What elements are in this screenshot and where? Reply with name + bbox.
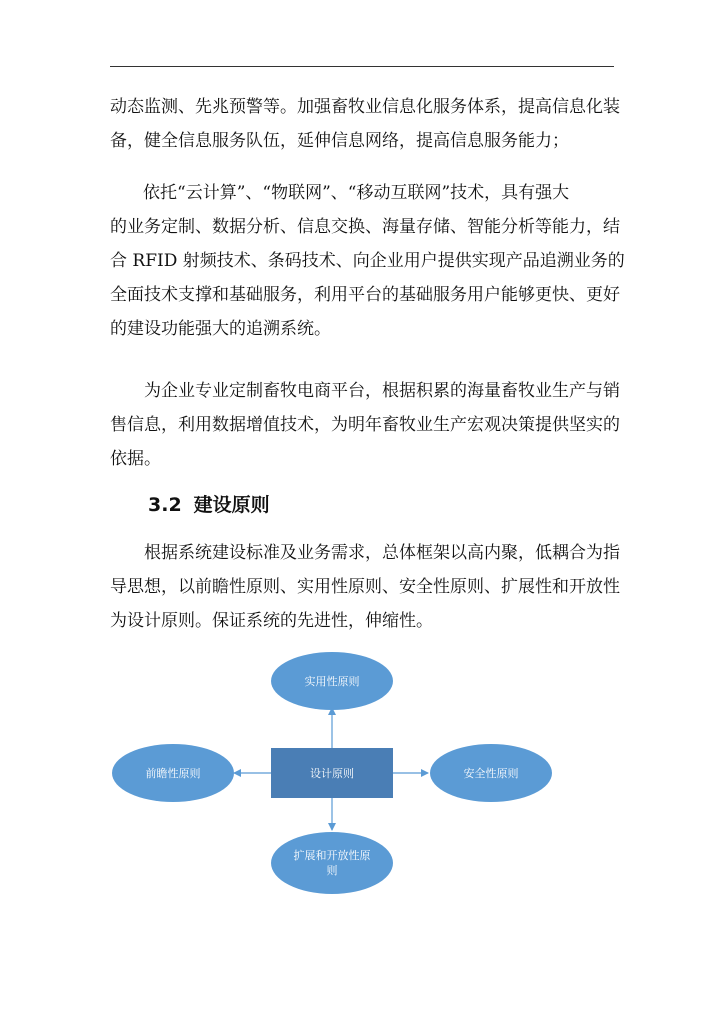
node-label-line: 扩展和开放性原	[293, 849, 371, 862]
text-line: 合 RFID 射频技术、条码技术、向企业用户提供实现产品追溯业务的	[110, 251, 625, 271]
section-paragraph	[110, 536, 620, 638]
node-foresight	[112, 744, 234, 802]
node-label: 前瞻性原则	[145, 766, 201, 780]
text-line: 动态监测、先兆预警等。加强畜牧业信息化服务体系，提高信息化装	[110, 97, 620, 117]
node-practicality	[271, 652, 393, 710]
text-line: 导思想，以前瞻性原则、实用性原则、安全性原则、扩展性和开放性	[110, 577, 620, 597]
section-heading	[148, 490, 270, 517]
node-label-line: 则	[326, 864, 338, 877]
text-line: 依托“云计算”、“物联网”、“移动互联网”技术，具有强大	[126, 183, 570, 203]
text-line: 备，健全信息服务队伍，延伸信息网络，提高信息服务能力；	[110, 131, 569, 151]
node-label: 实用性原则	[304, 674, 360, 688]
node-extensibility-openness	[271, 832, 393, 894]
paragraph-3	[110, 374, 620, 476]
text-line: 售信息，利用数据增值技术，为明年畜牧业生产宏观决策提供坚实的	[110, 415, 620, 435]
node-security	[430, 744, 552, 802]
paragraph-2	[110, 176, 625, 346]
node-design-principles	[271, 748, 393, 798]
text-line: 为企业专业定制畜牧电商平台，根据积累的海量畜牧业生产与销	[144, 381, 620, 401]
section-number: 3.2	[148, 494, 182, 516]
node-label: 安全性原则	[463, 766, 519, 780]
node-label: 设计原则	[310, 766, 354, 780]
paragraph-1	[110, 90, 620, 158]
text-line: 的业务定制、数据分析、信息交换、海量存储、智能分析等能力，结	[110, 217, 620, 237]
node-label	[294, 848, 371, 878]
text-line: 根据系统建设标准及业务需求，总体框架以高内聚，低耦合为指	[144, 543, 620, 563]
section-title: 建设原则	[193, 494, 270, 516]
text-line: 的建设功能强大的追溯系统。	[110, 319, 331, 339]
text-line: 全面技术支撑和基础服务，利用平台的基础服务用户能够更快、更好	[110, 285, 620, 305]
text-line: 为设计原则。保证系统的先进性，伸缩性。	[110, 611, 433, 631]
text-line: 依据。	[110, 449, 161, 469]
header-rule	[110, 66, 614, 67]
design-principles-diagram	[0, 650, 724, 890]
